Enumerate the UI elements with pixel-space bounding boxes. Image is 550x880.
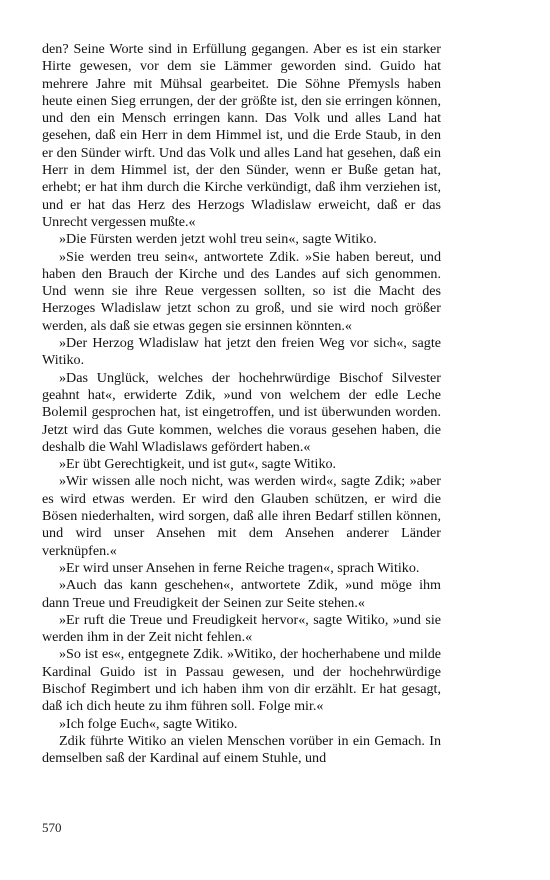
page-number: 570 [42, 820, 62, 835]
paragraph: »Das Unglück, welches der hochehrwürdige Bischof Silvester geahnt hat«, erwiderte Zdik, »und von welchem der edle Leche Bolemil gesprochen hat, ist eingetroffen, und ist überwunden worden. Jetzt wird das Gute kommen, welches die voraus gesehen haben, die deshalb die Wahl Wladislaws gefördert haben.« [42, 369, 441, 455]
paragraph: »Er wird unser Ansehen in ferne Reiche tragen«, sprach Witiko. [59, 559, 420, 576]
paragraph: »Auch das kann geschehen«, antwortete Zdik, »und möge ihm dann Treue und Freudigkeit der Seinen zur Seite stehen.« [42, 577, 441, 611]
paragraph: »Er übt Gerechtigkeit, und ist gut«, sagte Witiko. [59, 456, 337, 473]
paragraph: »Der Herzog Wladislaw hat jetzt den freien Weg vor sich«, sagte Witiko. [42, 335, 441, 369]
paragraph: »Die Fürsten werden jetzt wohl treu sein«, sagte Witiko. [59, 231, 377, 248]
paragraph: »Sie werden treu sein«, antwortete Zdik. »Sie haben bereut, und haben den Brauch der Kirche und des Landes auf sich genommen. Und wenn sie ihre Reue vergessen sollten, so ist die Macht des Herzoges Wladislaw jetzt schon zu groß, und sie wird noch größer werden, als daß sie etwas gegen sie ersinnen könnten.« [42, 248, 441, 334]
paragraph: »Ich folge Euch«, sagte Witiko. [59, 715, 238, 732]
paragraph: »Wir wissen alle noch nicht, was werden wird«, sagte Zdik; »aber es wird etwas werden. Er wird den Glauben schützen, er wird die Bösen niederhalten, wird sorgen, daß alle ihren Bedarf stillen können, und wird unser Ansehen mit dem Ansehen anderer Länder verknüpfen.« [42, 473, 441, 559]
book-page-text [42, 41, 441, 767]
paragraph-continuation: den? Seine Worte sind in Erfüllung gegangen. Aber es ist ein starker Hirte gewesen, vor dem sie Lämmer geworden sind. Guido hat mehrere Jahre mit Mühsal gearbeitet. Die Söhne Přemysls haben heute einen Sieg errungen, der der größte ist, den sie erringen können, und den ein Mensch erringen kann. Das Volk und alles Land hat gesehen, daß ein Herr in dem Himmel ist, und die Erde Staub, in den er den Sünder wirft. Und das Volk und alles Land hat gesehen, daß ein Herr in dem Himmel ist, der den Sünder, wenn er Buße getan hat, erhebt; er hat ihm durch die Kirche verkündigt, daß ihm verziehen ist, und er hat das Herz des Herzogs Wladislaw erweicht, daß er das Unrecht vergessen mußte.« [42, 41, 441, 230]
paragraph: »So ist es«, entgegnete Zdik. »Witiko, der hocherhabene und milde Kardinal Guido ist in Passau gewesen, und der hochehrwürdige Bischof Regimbert und ich haben ihm von dir erzählt. Er hat gesagt, daß ich dich heute zu ihm führen soll. Folge mir.« [42, 646, 441, 715]
paragraph: »Er ruft die Treue und Freudigkeit hervor«, sagte Witiko, »und sie werden ihm in der Zeit nicht fehlen.« [42, 611, 441, 646]
paragraph: Zdik führte Witiko an vielen Menschen vorüber in ein Gemach. In demselben saß der Kardinal auf einem Stuhle, und [42, 732, 441, 767]
